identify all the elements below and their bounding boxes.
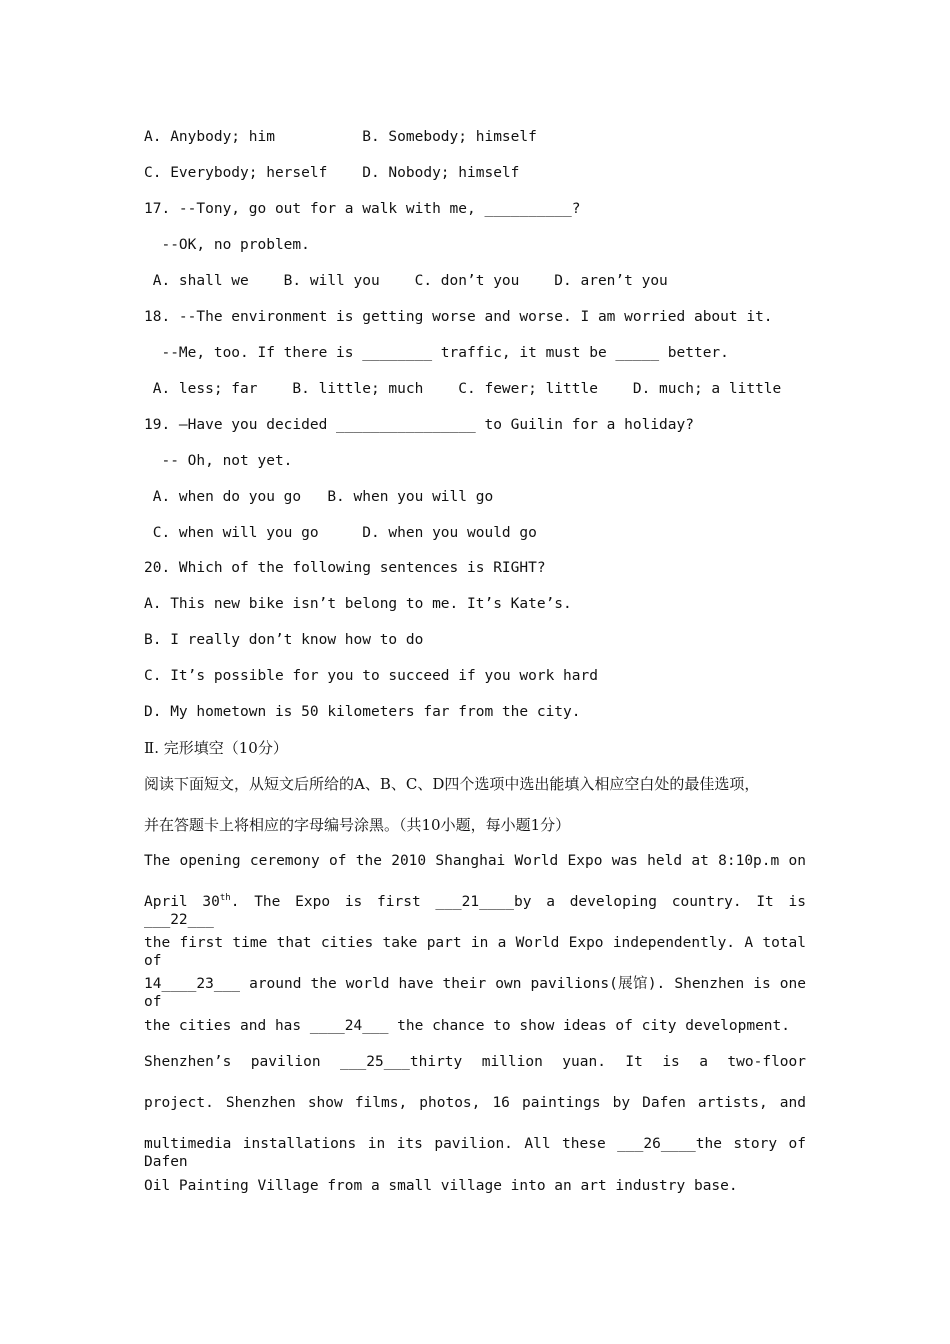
passage-p1-line-1: The opening ceremony of the 2010 Shanghai World Expo was held at 8:10p.m on: [144, 853, 806, 869]
q16-options-cd: C. Everybody; herself D. Nobody; himself: [144, 165, 520, 181]
passage-p1-line-5: the cities and has ____24___ the chance to show ideas of city development.: [144, 1018, 791, 1034]
q20-option-c: C. It’s possible for you to succeed if you work hard: [144, 668, 598, 684]
q20-option-b: B. I really don’t know how to do: [144, 632, 424, 648]
ordinal-superscript: th: [219, 893, 231, 903]
q17-reply: --OK, no problem.: [144, 237, 310, 253]
passage-p2-line-1: Shenzhen’s pavilion ___25___thirty million yuan. It is a two-floor: [144, 1054, 806, 1070]
section-heading: Ⅱ. 完形填空（10分）: [144, 739, 288, 757]
passage-p1-line-2: [144, 893, 806, 929]
q20-question: 20. Which of the following sentences is RIGHT?: [144, 560, 546, 576]
passage-date: April 30: [144, 894, 220, 910]
q18-options: A. less; far B. little; much C. fewer; little D. much; a little: [144, 381, 782, 397]
passage-p1-line-4: 14____23___ around the world have their own pavilions(展馆). Shenzhen is one of: [144, 976, 806, 1010]
q18-question: 18. --The environment is getting worse and worse. I am worried about it.: [144, 309, 773, 325]
passage-p2-line-2: project. Shenzhen show films, photos, 16 paintings by Dafen artists, and: [144, 1095, 806, 1111]
passage-p1-line-2-rest: . The Expo is first ___21____by a developing country. It is ___22___: [144, 894, 807, 928]
q17-options: A. shall we B. will you C. don’t you D. aren’t you: [144, 273, 668, 289]
q20-option-d: D. My hometown is 50 kilometers far from the city.: [144, 704, 581, 720]
section-instruction-line-1: 阅读下面短文，从短文后所给的A、B、C、D四个选项中选出能填入相应空白处的最佳选项，: [144, 775, 760, 793]
section-instruction-line-2: 并在答题卡上将相应的字母编号涂黑。（共10小题，每小题1分）: [144, 816, 571, 834]
passage-p2-line-3: multimedia installations in its pavilion. All these ___26____the story of Dafen: [144, 1136, 806, 1170]
passage-p1-line-3: the first time that cities take part in a World Expo independently. A total of: [144, 935, 806, 969]
q16-options-ab: A. Anybody; him B. Somebody; himself: [144, 129, 537, 145]
q19-question: 19. –Have you decided ________________ to Guilin for a holiday?: [144, 417, 694, 433]
q17-question: 17. --Tony, go out for a walk with me, __________?: [144, 201, 581, 217]
q19-options-cd: C. when will you go D. when you would go: [144, 525, 537, 541]
q18-reply: --Me, too. If there is ________ traffic, it must be _____ better.: [144, 345, 729, 361]
q19-options-ab: A. when do you go B. when you will go: [144, 489, 494, 505]
passage-p2-line-4: Oil Painting Village from a small village into an art industry base.: [144, 1178, 738, 1194]
q20-option-a: A. This new bike isn’t belong to me. It’s Kate’s.: [144, 596, 572, 612]
q19-reply: -- Oh, not yet.: [144, 453, 293, 469]
